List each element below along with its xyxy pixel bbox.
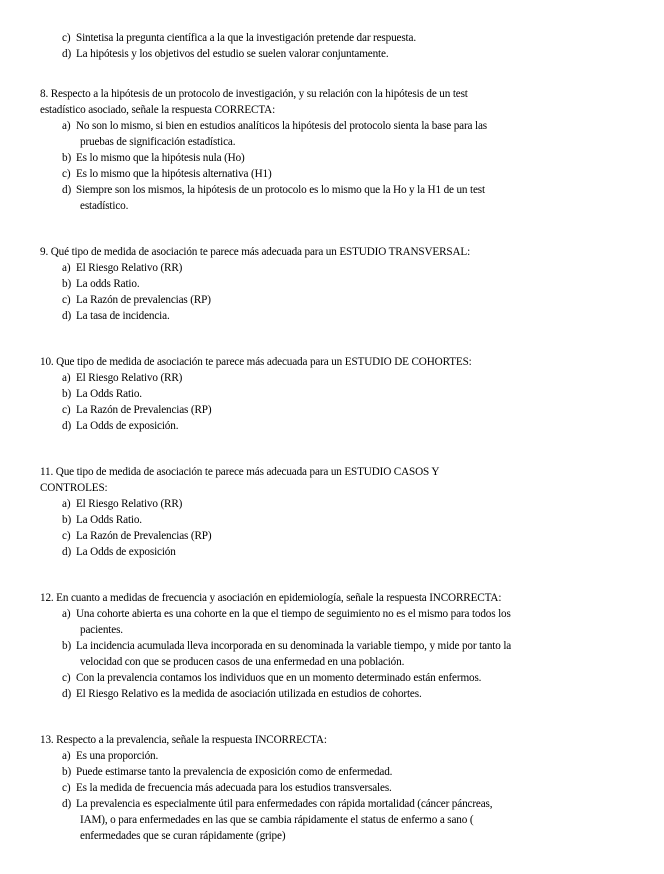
answer-option bbox=[40, 780, 630, 796]
answer-option bbox=[40, 30, 630, 46]
answer-option bbox=[40, 638, 630, 654]
option-text-continuation: pruebas de significación estadística. bbox=[80, 136, 236, 148]
option-marker: b) bbox=[62, 278, 72, 290]
option-marker: b) bbox=[62, 152, 72, 164]
option-marker: d) bbox=[62, 420, 72, 432]
answer-option bbox=[40, 386, 630, 402]
option-marker: b) bbox=[62, 766, 72, 778]
option-text: El Riesgo Relativo (RR) bbox=[76, 498, 183, 510]
question-text: 13. Respecto a la prevalencia, señale la respuesta INCORRECTA: bbox=[40, 734, 327, 746]
option-text: La Odds Ratio. bbox=[76, 514, 142, 526]
option-text-continuation: IAM), o para enfermedades en las que se cambia rápidamente el status de enfermo a sano ( bbox=[80, 814, 474, 826]
option-marker: c) bbox=[62, 294, 71, 306]
question-text: estadístico asociado, señale la respuesta CORRECTA: bbox=[40, 104, 276, 116]
answer-option bbox=[40, 118, 630, 134]
option-text: La Odds de exposición bbox=[76, 546, 176, 558]
option-marker: d) bbox=[62, 48, 72, 60]
option-text: El Riesgo Relativo (RR) bbox=[76, 372, 183, 384]
question-text: 12. En cuanto a medidas de frecuencia y asociación en epidemiología, señale la respuesta INCORRECTA: bbox=[40, 592, 502, 604]
answer-option bbox=[40, 528, 630, 544]
option-marker: d) bbox=[62, 688, 72, 700]
answer-option bbox=[40, 496, 630, 512]
option-text-continuation: pacientes. bbox=[80, 624, 123, 636]
option-text-continuation: velocidad con que se producen casos de una enfermedad en una población. bbox=[80, 656, 405, 668]
answer-option bbox=[40, 260, 630, 276]
question-text: 10. Que tipo de medida de asociación te parece más adecuada para un ESTUDIO DE COHORTES: bbox=[40, 356, 472, 368]
option-text-continuation: estadístico. bbox=[80, 200, 129, 212]
option-text: Es lo mismo que la hipótesis nula (Ho) bbox=[76, 152, 245, 164]
option-text: La Odds de exposición. bbox=[76, 420, 179, 432]
question-block-q11 bbox=[40, 464, 630, 560]
answer-option bbox=[40, 166, 630, 182]
option-text: Con la prevalencia contamos los individuos que en un momento determinado están enfermos. bbox=[76, 672, 482, 684]
option-marker: b) bbox=[62, 388, 72, 400]
option-marker: c) bbox=[62, 404, 71, 416]
option-text: La Odds Ratio. bbox=[76, 388, 142, 400]
answer-option bbox=[40, 686, 630, 702]
option-marker: c) bbox=[62, 530, 71, 542]
answer-option bbox=[40, 276, 630, 292]
answer-option bbox=[40, 182, 630, 198]
question-block-q13 bbox=[40, 732, 630, 844]
answer-option bbox=[40, 796, 630, 812]
option-marker: a) bbox=[62, 498, 71, 510]
option-text: La odds Ratio. bbox=[76, 278, 140, 290]
option-text: La Razón de Prevalencias (RP) bbox=[76, 404, 212, 416]
option-marker: c) bbox=[62, 168, 71, 180]
option-marker: d) bbox=[62, 546, 72, 558]
answer-option bbox=[40, 748, 630, 764]
option-text: El Riesgo Relativo es la medida de asociación utilizada en estudios de cohortes. bbox=[76, 688, 422, 700]
option-text-continuation: enfermedades que se curan rápidamente (gripe) bbox=[80, 830, 286, 842]
question-block-q12 bbox=[40, 590, 630, 702]
answer-option bbox=[40, 402, 630, 418]
option-marker: a) bbox=[62, 262, 71, 274]
option-marker: a) bbox=[62, 372, 71, 384]
answer-option bbox=[40, 370, 630, 386]
option-text: Es una proporción. bbox=[76, 750, 159, 762]
option-text: La tasa de incidencia. bbox=[76, 310, 170, 322]
question-block-q7-end bbox=[40, 30, 630, 62]
option-text: La prevalencia es especialmente útil para enfermedades con rápida mortalidad (cáncer páncreas, bbox=[76, 798, 493, 810]
exam-document bbox=[40, 30, 630, 874]
question-block-q9 bbox=[40, 244, 630, 324]
option-text: El Riesgo Relativo (RR) bbox=[76, 262, 183, 274]
option-text: Una cohorte abierta es una cohorte en la que el tiempo de seguimiento no es el mismo para todos los bbox=[76, 608, 511, 620]
question-block-q8 bbox=[40, 86, 630, 214]
answer-option bbox=[40, 418, 630, 434]
option-text: No son lo mismo, si bien en estudios analíticos la hipótesis del protocolo sienta la base para las bbox=[76, 120, 487, 132]
answer-option bbox=[40, 544, 630, 560]
question-block-q10 bbox=[40, 354, 630, 434]
option-marker: d) bbox=[62, 310, 72, 322]
option-text: Sintetisa la pregunta científica a la que la investigación pretende dar respuesta. bbox=[76, 32, 416, 44]
option-marker: d) bbox=[62, 184, 72, 196]
option-text: Siempre son los mismos, la hipótesis de un protocolo es lo mismo que la Ho y la H1 de un test bbox=[76, 184, 485, 196]
option-marker: c) bbox=[62, 782, 71, 794]
option-text: La Razón de prevalencias (RP) bbox=[76, 294, 211, 306]
question-text: CONTROLES: bbox=[40, 482, 108, 494]
answer-option bbox=[40, 764, 630, 780]
option-text: Puede estimarse tanto la prevalencia de exposición como de enfermedad. bbox=[76, 766, 393, 778]
option-marker: a) bbox=[62, 608, 71, 620]
option-text: Es lo mismo que la hipótesis alternativa (H1) bbox=[76, 168, 272, 180]
option-marker: a) bbox=[62, 750, 71, 762]
option-marker: b) bbox=[62, 640, 72, 652]
option-text: Es la medida de frecuencia más adecuada para los estudios transversales. bbox=[76, 782, 392, 794]
answer-option bbox=[40, 670, 630, 686]
answer-option bbox=[40, 46, 630, 62]
question-text: 8. Respecto a la hipótesis de un protocolo de investigación, y su relación con la hipótesis de un test bbox=[40, 88, 468, 100]
option-text: La hipótesis y los objetivos del estudio se suelen valorar conjuntamente. bbox=[76, 48, 389, 60]
option-marker: a) bbox=[62, 120, 71, 132]
option-text: La incidencia acumulada lleva incorporada en su denominada la variable tiempo, y mide por tanto la bbox=[76, 640, 512, 652]
option-marker: d) bbox=[62, 798, 72, 810]
answer-option bbox=[40, 512, 630, 528]
option-text: La Razón de Prevalencias (RP) bbox=[76, 530, 212, 542]
option-marker: c) bbox=[62, 672, 71, 684]
answer-option bbox=[40, 606, 630, 622]
answer-option bbox=[40, 150, 630, 166]
answer-option bbox=[40, 292, 630, 308]
option-marker: c) bbox=[62, 32, 71, 44]
question-text: 11. Que tipo de medida de asociación te parece más adecuada para un ESTUDIO CASOS Y bbox=[40, 466, 440, 478]
answer-option bbox=[40, 308, 630, 324]
option-marker: b) bbox=[62, 514, 72, 526]
question-text: 9. Qué tipo de medida de asociación te parece más adecuada para un ESTUDIO TRANSVERSAL: bbox=[40, 246, 471, 258]
